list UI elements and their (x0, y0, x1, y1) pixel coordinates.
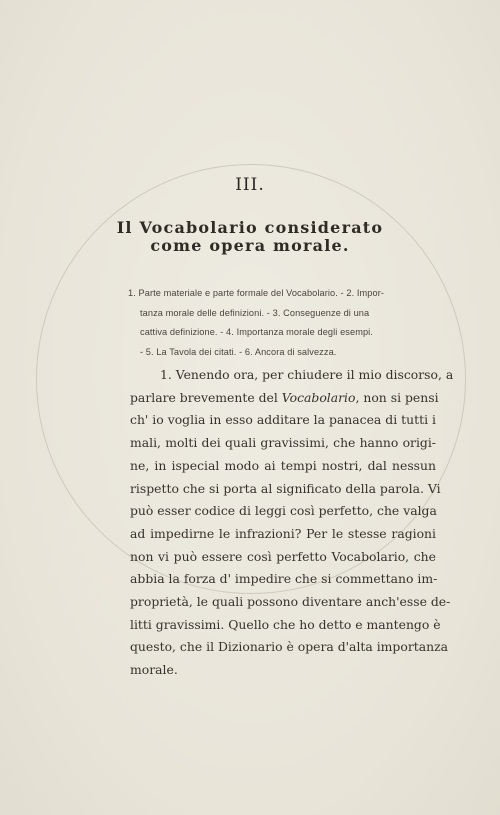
chapter-title-line-1: Il Vocabolario considerato (116, 218, 384, 237)
body-text-fragment: parlare brevemente del (130, 389, 282, 405)
body-text-fragment: , non si pensi (355, 389, 439, 405)
chapter-title-line-2: come opera morale. (150, 236, 350, 255)
body-text (130, 364, 454, 682)
body-line: rispetto che si porta al significato della parola. Vi (130, 480, 441, 496)
body-line: può esser codice di leggi così perfetto, che valga (130, 503, 437, 519)
chapter-number: III. (235, 175, 265, 195)
chapter-summary (128, 284, 432, 362)
italic-term: Vocabolario (281, 389, 356, 405)
body-line: morale. (130, 662, 178, 678)
body-line: litti gravissimi. Quello che ho detto e mantengo è (130, 616, 441, 632)
body-line: proprietà, le quali possono diventare anch'esse de- (130, 594, 451, 610)
body-line: mali, molti dei quali gravissimi, che hanno origi- (130, 435, 436, 451)
body-line: questo, che il Dizionario è opera d'alta importanza (130, 639, 449, 655)
body-line: ad impedirne le infrazioni? Per le stesse ragioni (130, 525, 436, 541)
summary-line: 1. Parte materiale e parte formale del Vocabolario. - 2. Impor- (128, 288, 385, 298)
body-line (130, 387, 439, 410)
body-line: non vi può essere così perfetto Vocabolario, che (130, 548, 436, 564)
body-line: abbia la forza d' impedire che si commettano im- (130, 571, 438, 587)
summary-line: tanza morale delle definizioni. - 3. Conseguenze di una (140, 307, 370, 318)
body-line: ne, in ispecial modo ai tempi nostri, dal nessun (130, 457, 436, 473)
summary-line: cattiva definizione. - 4. Importanza morale degli esempi. (140, 327, 373, 337)
body-line: ch' io voglia in esso additare la panacea di tutti i (130, 412, 436, 428)
body-line: 1. Venendo ora, per chiudere il mio discorso, a (160, 367, 454, 382)
summary-line: - 5. La Tavola dei citati. - 6. Ancora di salvezza. (140, 346, 337, 357)
